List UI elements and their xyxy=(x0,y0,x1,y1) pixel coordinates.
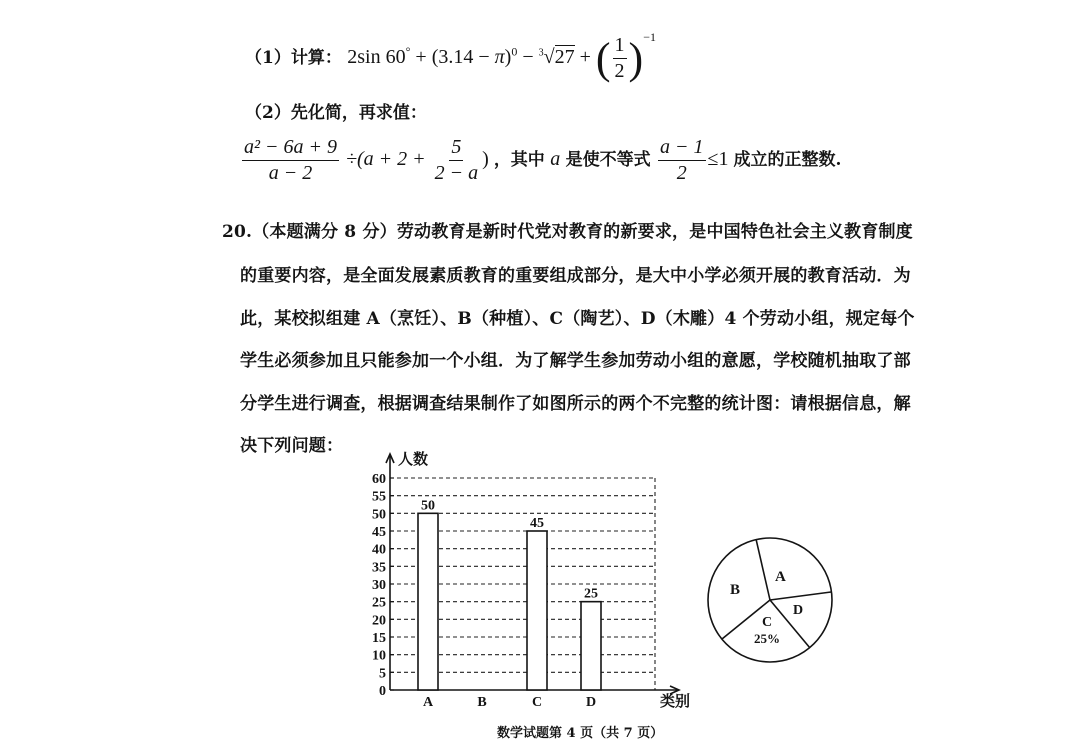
y-tick-label: 10 xyxy=(372,648,386,664)
pie-label-c: C xyxy=(762,615,773,630)
q20-line-6: 决下列问题： xyxy=(240,436,344,456)
pie-label-a: A xyxy=(775,569,786,585)
y-tick-label: 30 xyxy=(372,578,386,593)
y-tick-label: 50 xyxy=(372,507,386,523)
pie-label-b: B xyxy=(730,582,741,598)
y-tick-label: 55 xyxy=(372,489,386,505)
x-tick-label: B xyxy=(477,695,487,710)
page-footer: 数学试题第 4 页（共 7 页） xyxy=(497,726,664,741)
x-tick-label: D xyxy=(585,695,597,710)
y-tick-label: 35 xyxy=(372,560,386,576)
q20-score-note: （本题满分 8 分） xyxy=(252,222,397,242)
data-label-C: 45 xyxy=(530,516,544,531)
q20-line-4: 学生必须参加且只能参加一个小组．为了解学生参加劳动小组的意愿，学校随机抽取了部 xyxy=(240,351,911,371)
y-tick-label: 45 xyxy=(372,525,386,540)
q19-part1 xyxy=(245,30,656,83)
fraction-2: $\frac{5}{2 - a}$ xyxy=(434,136,479,184)
q20-line-5: 分学生进行调查，根据调查结果制作了如图所示的两个不完整的统计图：请根据信息，解 xyxy=(240,394,911,414)
pie-chart xyxy=(700,530,840,670)
data-label-A: 50 xyxy=(421,498,435,514)
bar-chart-labels xyxy=(421,498,598,710)
y-tick-label: 25 xyxy=(372,595,386,611)
pie-divider-a-d xyxy=(770,592,831,600)
q19-part1-label: （1）计算： xyxy=(245,48,342,68)
q20-line-2: 的重要内容，是全面发展素质教育的重要组成部分，是大中小学必须开展的教育活动．为 xyxy=(240,266,911,286)
y-tick-label: 60 xyxy=(372,472,386,487)
fraction-3: $\frac{a - 1}{2}$ xyxy=(660,136,704,184)
q19-part2-expression: $\frac{\text{a² − 6a + 9}}{a - 2}$ ÷(a + 2 + $\frac{5}{2 - a}$ ) ，其中 a 是使不等式 $\frac{a - 1}{2}$ ≤1 成立的正整数. xyxy=(244,136,842,184)
q20-line-1: 20.（本题满分 8 分）劳动教育是新时代党对教育的新要求，是中国特色社会主义教育制度 xyxy=(222,222,913,242)
q20-line-3: 此，某校拟组建 A（烹饪）、B（种植）、C（陶艺）、D（木雕）4 个劳动小组，规定每个 xyxy=(240,309,915,329)
bar-chart xyxy=(360,448,700,718)
bar-C xyxy=(527,531,547,690)
fraction-1: $\frac{\text{a² − 6a + 9}}{a - 2}$ xyxy=(244,136,337,184)
bar-chart-xlabel: 类别 xyxy=(660,694,691,710)
cube-root-icon: √ xyxy=(543,46,555,68)
bar-A xyxy=(418,513,438,690)
y-tick-label: 0 xyxy=(379,684,386,699)
q19-part1-expression: 2sin $60^\circ + (3.14 - \pi)^0 - ^3√27$ + ( $\frac{1}{2}$ )$^{-1}$ xyxy=(347,30,656,83)
pie-label-d: D xyxy=(793,603,804,618)
y-tick-label: 15 xyxy=(372,631,386,646)
y-tick-label: 5 xyxy=(379,666,386,682)
data-label-D: 25 xyxy=(584,586,598,602)
y-tick-label: 20 xyxy=(372,613,386,629)
bar-chart-ylabel: 人数 xyxy=(398,452,429,468)
pie-divider-a-b xyxy=(756,539,770,600)
x-tick-label: C xyxy=(531,695,543,710)
q19-part2-label: （2）先化简，再求值： xyxy=(245,103,427,123)
pie-annotation-c: 25% xyxy=(754,631,780,646)
bar-D xyxy=(581,602,601,690)
x-tick-label: A xyxy=(422,695,434,710)
y-tick-label: 40 xyxy=(372,542,386,558)
q20-number: 20. xyxy=(222,222,253,242)
